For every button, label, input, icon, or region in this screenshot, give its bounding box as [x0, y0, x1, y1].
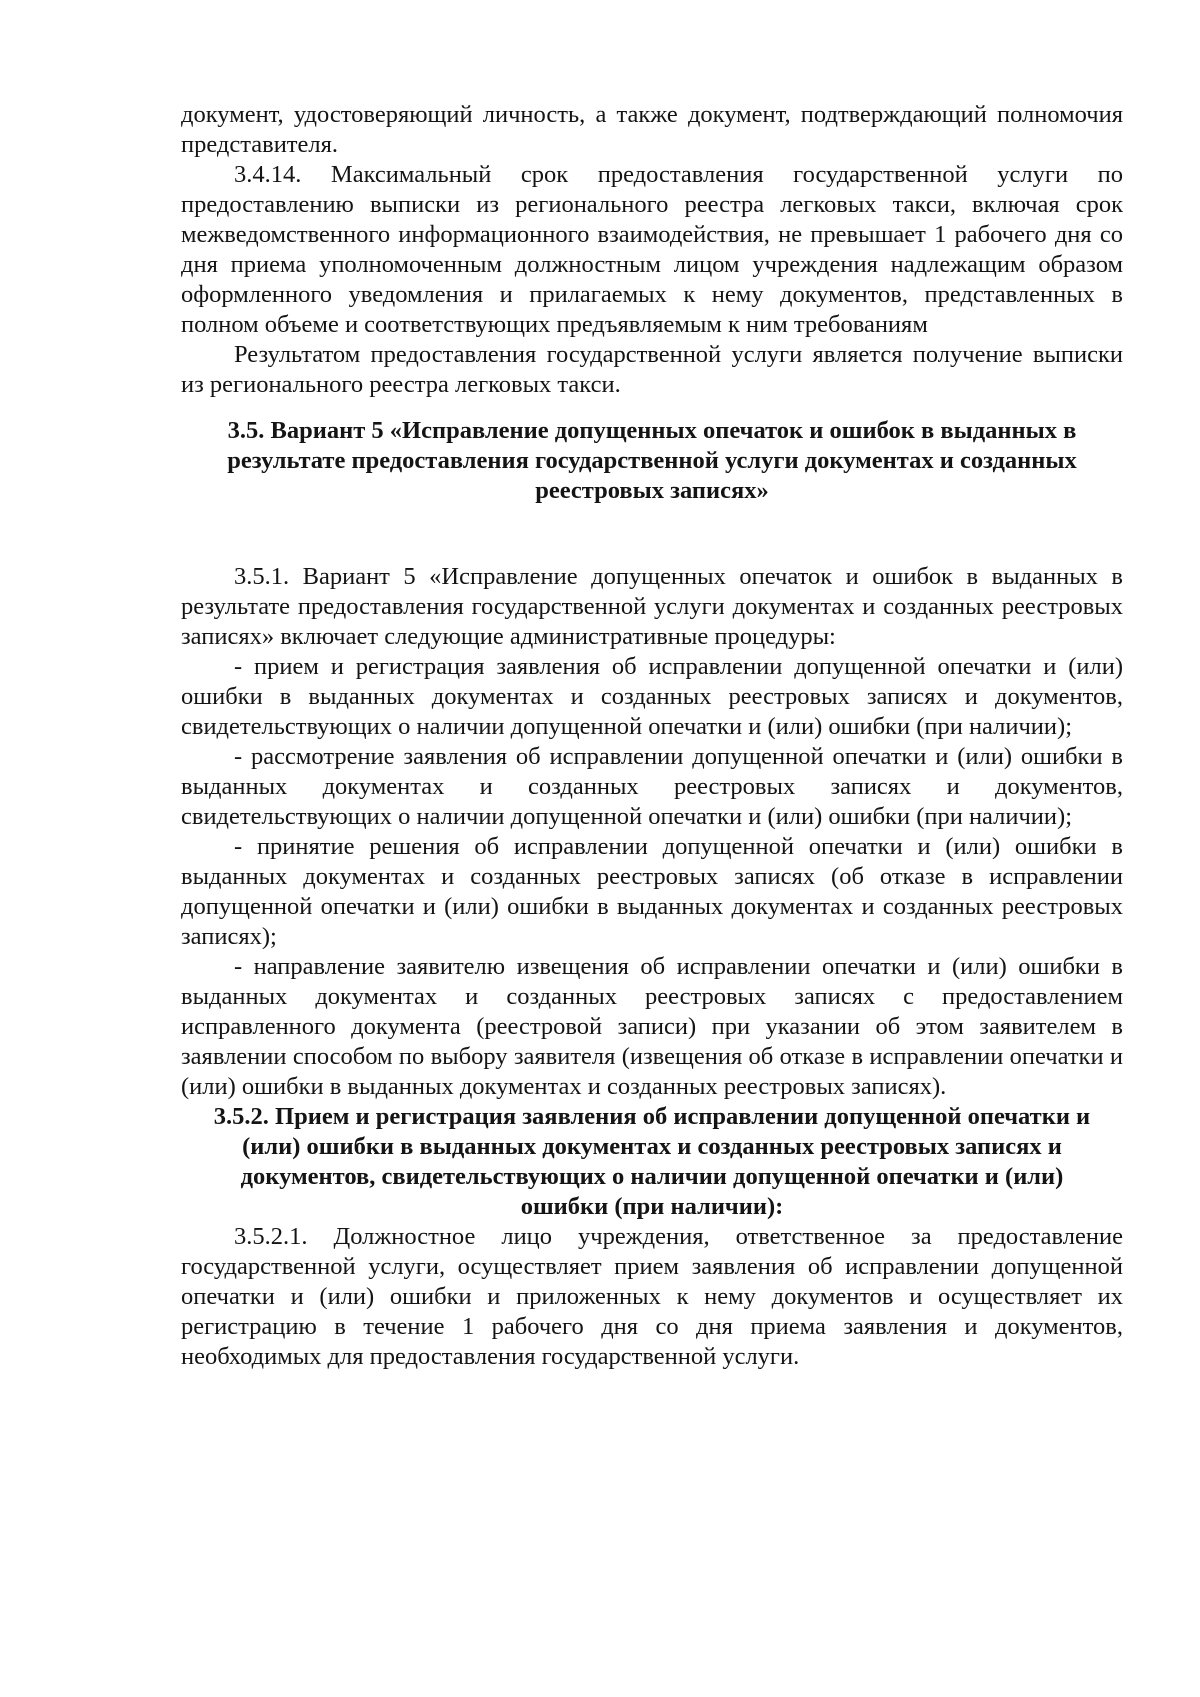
list-item-decision: - принятие решения об исправлении допущенной опечатки и (или) ошибки в выданных документах и созданных реестровых записях (об отказе в исправлении допущенной опечатки и (или) ошибки в выданных документах и созданных реестровых записях);	[181, 833, 1123, 950]
paragraph-3-5-1: 3.5.1. Вариант 5 «Исправление допущенных опечаток и ошибок в выданных в результате предоставления государственной услуги документах и созданных реестровых записях» включает следующие административные процедуры:	[181, 563, 1123, 650]
paragraph-3-4-14: 3.4.14. Максимальный срок предоставления государственной услуги по предоставлению выписки из регионального реестра легковых такси, включая срок межведомственного информационного взаимодействия, не превышает 1 рабочего дня со дня приема уполномоченным должностным лицом учреждения надлежащим образом оформленного уведомления и прилагаемых к нему документов, представленных в полном объеме и соответствующих предъявляемым к ним требованиям	[181, 161, 1123, 338]
list-item-notification: - направление заявителю извещения об исправлении опечатки и (или) ошибки в выданных документах и созданных реестровых записях с предоставлением исправленного документа (реестровой записи) при указании об этом заявителем в заявлении способом по выбору заявителя (извещения об отказе в исправлении опечатки и (или) ошибки в выданных документах и созданных реестровых записях).	[181, 953, 1123, 1100]
paragraph-representative-documents: документ, удостоверяющий личность, а также документ, подтверждающий полномочия представителя.	[181, 101, 1123, 158]
list-item-consideration: - рассмотрение заявления об исправлении допущенной опечатки и (или) ошибки в выданных документах и созданных реестровых записях и документов, свидетельствующих о наличии допущенной опечатки и (или) ошибки (при наличии);	[181, 743, 1123, 830]
section-heading-3-5: 3.5. Вариант 5 «Исправление допущенных опечаток и ошибок в выданных в результате предоставления государственной услуги документах и созданных реестровых записях»	[227, 417, 1077, 504]
paragraph-service-result: Результатом предоставления государственной услуги является получение выписки из регионального реестра легковых такси.	[181, 341, 1123, 398]
section-heading-3-5-2: 3.5.2. Прием и регистрация заявления об исправлении допущенной опечатки и (или) ошибки в выданных документах и созданных реестровых записях и документов, свидетельствующих о наличии допущенной опечатки и (или) ошибки (при наличии):	[213, 1103, 1091, 1220]
list-item-reception-registration: - прием и регистрация заявления об исправлении допущенной опечатки и (или) ошибки в выданных документах и созданных реестровых записях и документов, свидетельствующих о наличии допущенной опечатки и (или) ошибки (при наличии);	[181, 653, 1123, 740]
document-body	[181, 100, 1123, 1372]
paragraph-3-5-2-1: 3.5.2.1. Должностное лицо учреждения, ответственное за предоставление государственной услуги, осуществляет прием заявления об исправлении допущенной опечатки и (или) ошибки и приложенных к нему документов и осуществляет их регистрацию в течение 1 рабочего дня со дня приема заявления и документов, необходимых для предоставления государственной услуги.	[181, 1223, 1123, 1370]
